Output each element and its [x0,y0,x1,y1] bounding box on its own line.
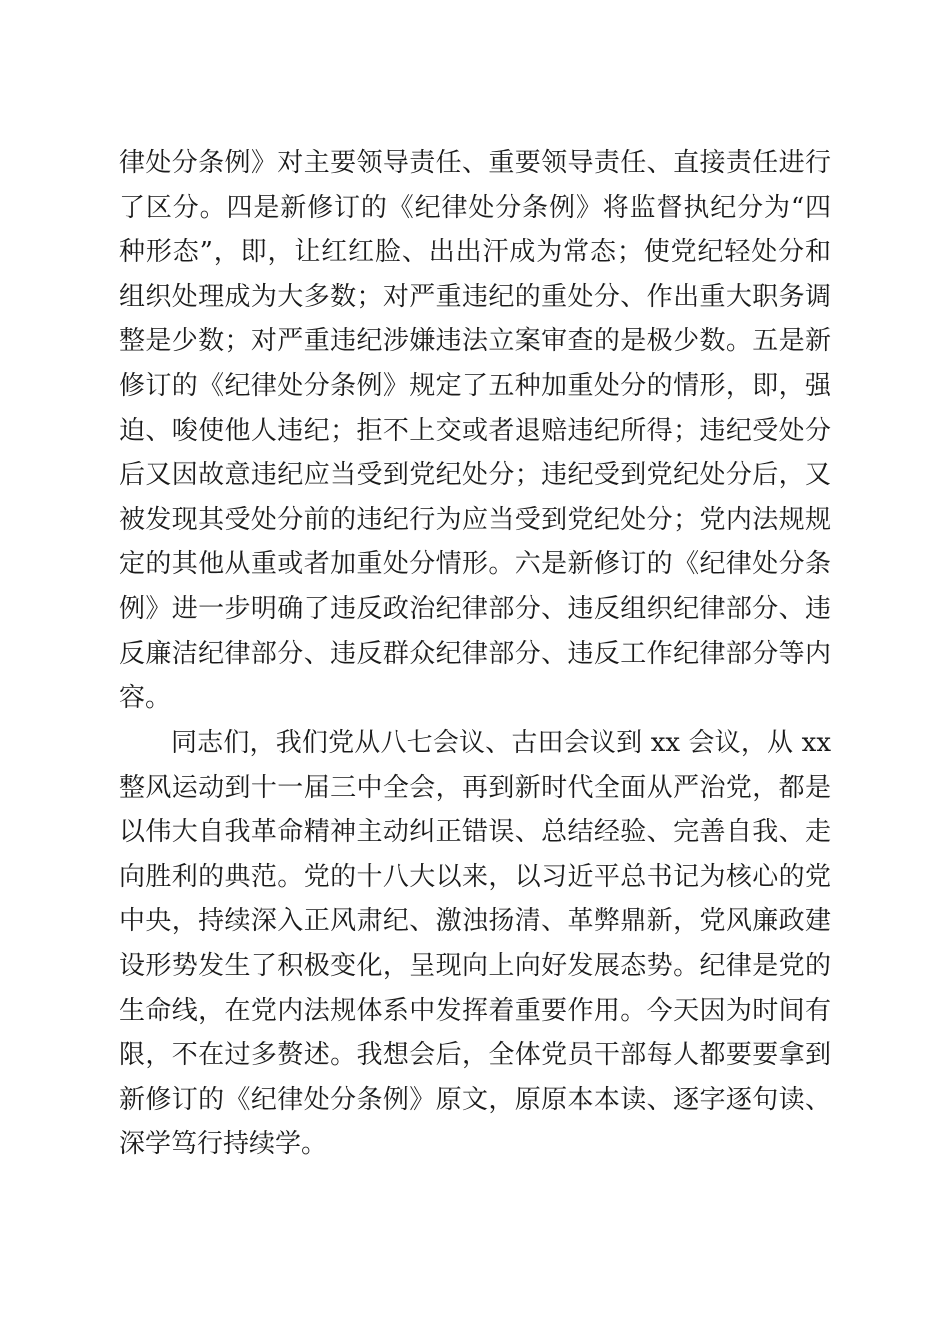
paragraph-line: 了区分。四是新修订的《纪律处分条例》将监督执纪分为“四 [119,192,831,223]
paragraph-line: 种形态”，即，让红红脸、出出汗成为常态；使党纪轻处分和 [119,237,831,268]
paragraph-comrades-address [119,721,831,1167]
paragraph-line: 反廉洁纪律部分、违反群众纪律部分、违反工作纪律部分等内 [119,638,831,669]
paragraph-line: 生命线，在党内法规体系中发挥着重要作用。今天因为时间有 [119,995,831,1026]
paragraph-line: 定的其他从重或者加重处分情形。六是新修订的《纪律处分条 [119,549,831,580]
paragraph-line: 容。 [119,683,172,714]
paragraph-line: 限，不在过多赘述。我想会后，全体党员干部每人都要要拿到 [119,1040,831,1071]
paragraph-line: 整是少数；对严重违纪涉嫌违法立案审查的是极少数。五是新 [119,326,831,357]
paragraph-line: 组织处理成为大多数；对严重违纪的重处分、作出重大职务调 [119,281,831,312]
paragraph-discipline-regulations [119,141,831,721]
paragraph-line: 修订的《纪律处分条例》规定了五种加重处分的情形，即，强 [119,370,831,401]
paragraph-line: 例》进一步明确了违反政治纪律部分、违反组织纪律部分、违 [119,593,831,624]
paragraph-line: 后又因故意违纪应当受到党纪处分；违纪受到党纪处分后，又 [119,460,831,491]
paragraph-line: 向胜利的典范。党的十八大以来，以习近平总书记为核心的党 [119,861,831,892]
paragraph-line: 以伟大自我革命精神主动纠正错误、总结经验、完善自我、走 [119,817,831,848]
paragraph-line: 深学笃行持续学。 [119,1129,328,1160]
paragraph-line: 同志们，我们党从八七会议、古田会议到 xx 会议，从 xx [171,728,831,758]
paragraph-line: 新修订的《纪律处分条例》原文，原原本本读、逐字逐句读、 [119,1084,831,1115]
paragraph-line: 律处分条例》对主要领导责任、重要领导责任、直接责任进行 [119,148,831,178]
paragraph-line: 迫、唆使他人违纪；拒不上交或者退赔违纪所得；违纪受处分 [119,415,831,446]
paragraph-line: 整风运动到十一届三中全会，再到新时代全面从严治党，都是 [119,772,831,803]
paragraph-line: 被发现其受处分前的违纪行为应当受到党纪处分；党内法规规 [119,504,831,535]
paragraph-line: 中央，持续深入正风肃纪、激浊扬清、革弊鼎新，党风廉政建 [119,906,831,937]
paragraph-line: 设形势发生了积极变化，呈现向上向好发展态势。纪律是党的 [119,950,831,981]
